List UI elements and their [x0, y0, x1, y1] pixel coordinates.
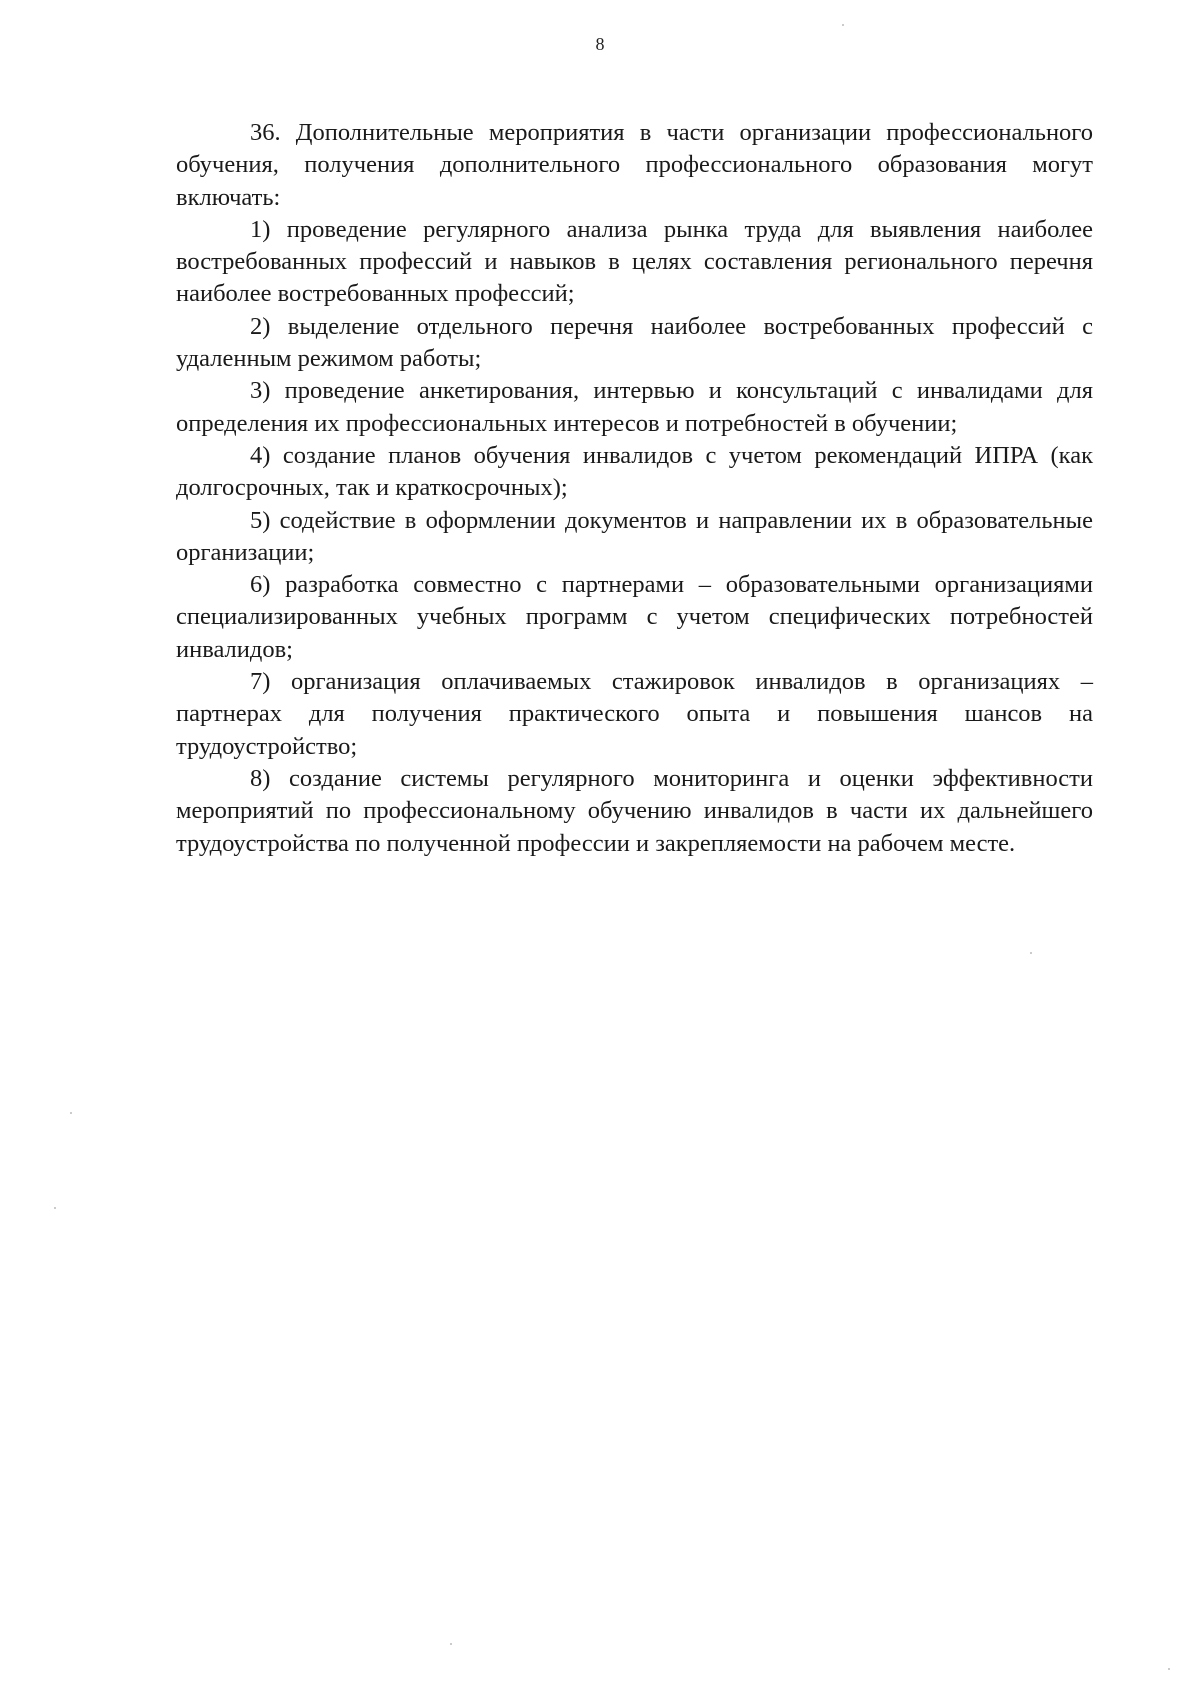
scan-speck — [1168, 1668, 1170, 1670]
list-item-3: 3) проведение анкетирования, интервью и консультаций с инвалидами для определения их профессиональных интересов и потребностей в обучении; — [176, 377, 1093, 437]
scan-speck — [54, 1207, 56, 1209]
list-item-4: 4) создание планов обучения инвалидов с учетом рекомендаций ИПРА (как долгосрочных, так и краткосрочных); — [176, 441, 1093, 502]
scan-speck — [70, 1112, 72, 1114]
scan-speck — [1030, 952, 1032, 954]
scan-speck — [842, 24, 844, 26]
list-item-5: 5) содействие в оформлении документов и направлении их в образовательные организации; — [176, 506, 1093, 566]
scan-speck — [450, 1643, 452, 1645]
list-item-6: 6) разработка совместно с партнерами – образовательными организациями специализированных учебных программ с учетом специфических потребностей инвалидов; — [176, 571, 1093, 663]
paragraph-36: 36. Дополнительные мероприятия в части организации профессионального обучения, получения дополнительного профессионального образования могут включать: — [176, 119, 1093, 211]
page-number: 8 — [595, 34, 605, 54]
list-item-8: 8) создание системы регулярного мониторинга и оценки эффективности мероприятий по профессиональному обучению инвалидов в части их дальнейшего трудоустройства по полученной профессии и закрепляемости на рабочем месте. — [176, 764, 1093, 857]
list-item-2: 2) выделение отдельного перечня наиболее востребованных профессий с удаленным режимом работы; — [176, 312, 1093, 373]
document-body — [176, 117, 1093, 860]
list-item-7: 7) организация оплачиваемых стажировок инвалидов в организациях – партнерах для получения практического опыта и повышения шансов на трудоустройство; — [176, 668, 1093, 760]
list-item-1: 1) проведение регулярного анализа рынка труда для выявления наиболее востребованных профессий и навыков в целях составления регионального перечня наиболее востребованных профессий; — [176, 215, 1093, 308]
